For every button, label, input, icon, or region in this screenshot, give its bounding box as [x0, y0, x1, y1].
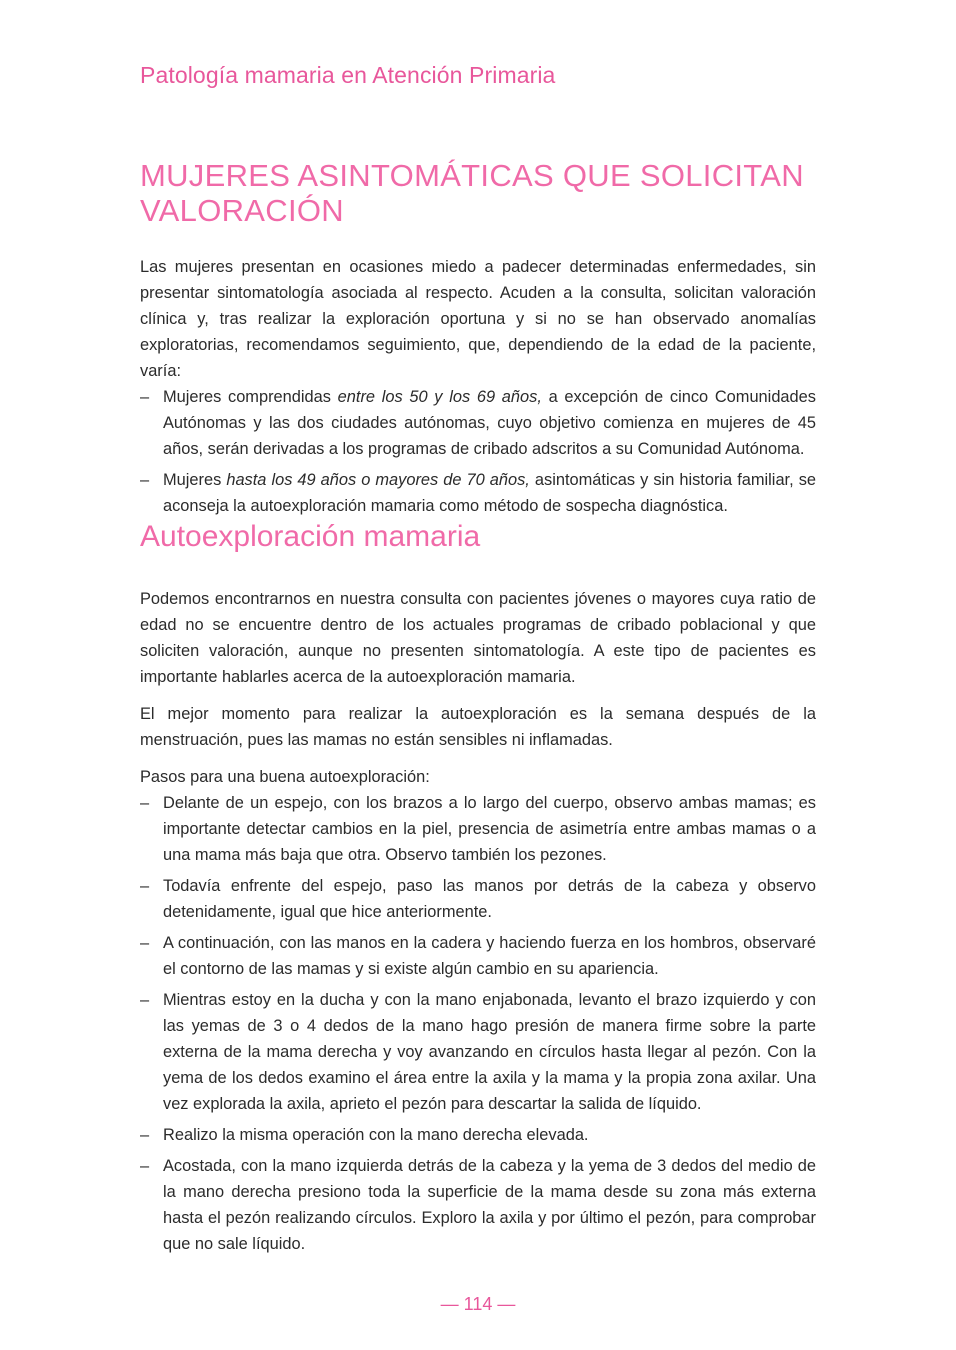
dash-bullet: –	[140, 877, 150, 895]
list-item	[140, 987, 816, 1117]
subsection-title: Autoexploración mamaria	[140, 520, 481, 553]
item-rest-text: asintomáticas y sin historia familiar, se aconseja la autoexploración mamaria como método de sospecha diagnóstica.	[163, 471, 816, 515]
step-text: Acostada, con la mano izquierda detrás de la cabeza y la yema de 3 dedos del medio de la mano derecha presiono toda la superficie de la mama desde su zona más externa hasta el pezón realizando círculos. Exploro la axila y por último el pezón, para comprobar que no sale líquido.	[163, 1157, 816, 1253]
item-rest-text: a excepción de cinco Comunidades Autónomas y las dos ciudades autónomas, cuyo objetivo comienza en mujeres de 45 años, serán derivadas a los programas de cribado adscritos a su Comunidad Autónoma.	[163, 388, 816, 458]
item-lead-text: Mujeres	[163, 471, 222, 489]
dash-bullet: –	[140, 991, 150, 1009]
dash-bullet: –	[140, 794, 150, 812]
step-text: Delante de un espejo, con los brazos a lo largo del cuerpo, observo ambas mamas; es importante detectar cambios en la piel, presencia de asimetría entre ambas mamas o a una mama más baja que otra. Observo también los pezones.	[163, 794, 816, 864]
list-item	[140, 873, 816, 925]
dash-bullet: –	[140, 471, 150, 489]
item-emphasis-text: hasta los 49 años o mayores de 70 años,	[226, 471, 530, 489]
body-paragraph: Podemos encontrarnos en nuestra consulta con pacientes jóvenes o mayores cuya ratio de edad no se encuentre dentro de los actuales programas de cribado poblacional y que soliciten valoración, aunque no presenten sintomatología. A este tipo de pacientes es importante hablarles acerca de la autoexploración mamaria.	[140, 590, 816, 686]
age-recommendation-list	[140, 384, 816, 519]
steps-intro: Pasos para una buena autoexploración:	[140, 768, 430, 786]
item-emphasis-text: entre los 50 y los 69 años,	[337, 388, 542, 406]
page-content	[140, 158, 816, 1257]
body-paragraph: El mejor momento para realizar la autoexploración es la semana después de la menstruación, pues las mamas no están sensibles ni inflamadas.	[140, 705, 816, 749]
dash-bullet: –	[140, 388, 150, 406]
step-text: Mientras estoy en la ducha y con la mano enjabonada, levanto el brazo izquierdo y con las yemas de 3 o 4 dedos de la mano hago presión de manera firme sobre la parte externa de la mama derecha y voy avanzando en círculos hasta llegar al pezón. Con la yema de los dedos examino el área entre la axila y la mama y la propia zona axilar. Una vez explorada la axila, aprieto el pezón para descartar la salida de líquido.	[163, 991, 816, 1113]
section1-intro-paragraph: Las mujeres presentan en ocasiones miedo a padecer determinadas enfermedades, sin presentar sintomatología asociada al respecto. Acuden a la consulta, solicitan valoración clínica y, tras realizar la exploración oportuna y si no se han observado anomalías exploratorias, recomendamos seguimiento, que, dependiendo de la edad de la paciente, varía:	[140, 258, 816, 380]
dash-bullet: –	[140, 1126, 150, 1144]
item-lead-text: Mujeres comprendidas	[163, 388, 331, 406]
step-text: A continuación, con las manos en la cadera y haciendo fuerza en los hombros, observaré el contorno de las mamas y si existe algún cambio en su apariencia.	[163, 934, 816, 978]
step-text: Todavía enfrente del espejo, paso las manos por detrás de la cabeza y observo detenidamente, igual que hice anteriormente.	[163, 877, 816, 921]
running-header: Patología mamaria en Atención Primaria	[140, 62, 556, 88]
list-item	[140, 790, 816, 868]
list-item	[140, 1122, 816, 1148]
step-text: Realizo la misma operación con la mano derecha elevada.	[163, 1126, 589, 1144]
self-exam-steps-list	[140, 790, 816, 1257]
list-item	[140, 384, 816, 462]
list-item	[140, 930, 816, 982]
section-title: MUJERES ASINTOMÁTICAS QUE SOLICITAN VALORACIÓN	[140, 158, 804, 228]
page-number: — 114 —	[440, 1294, 516, 1314]
list-item	[140, 1153, 816, 1257]
list-item	[140, 467, 816, 519]
dash-bullet: –	[140, 934, 150, 952]
dash-bullet: –	[140, 1157, 150, 1175]
